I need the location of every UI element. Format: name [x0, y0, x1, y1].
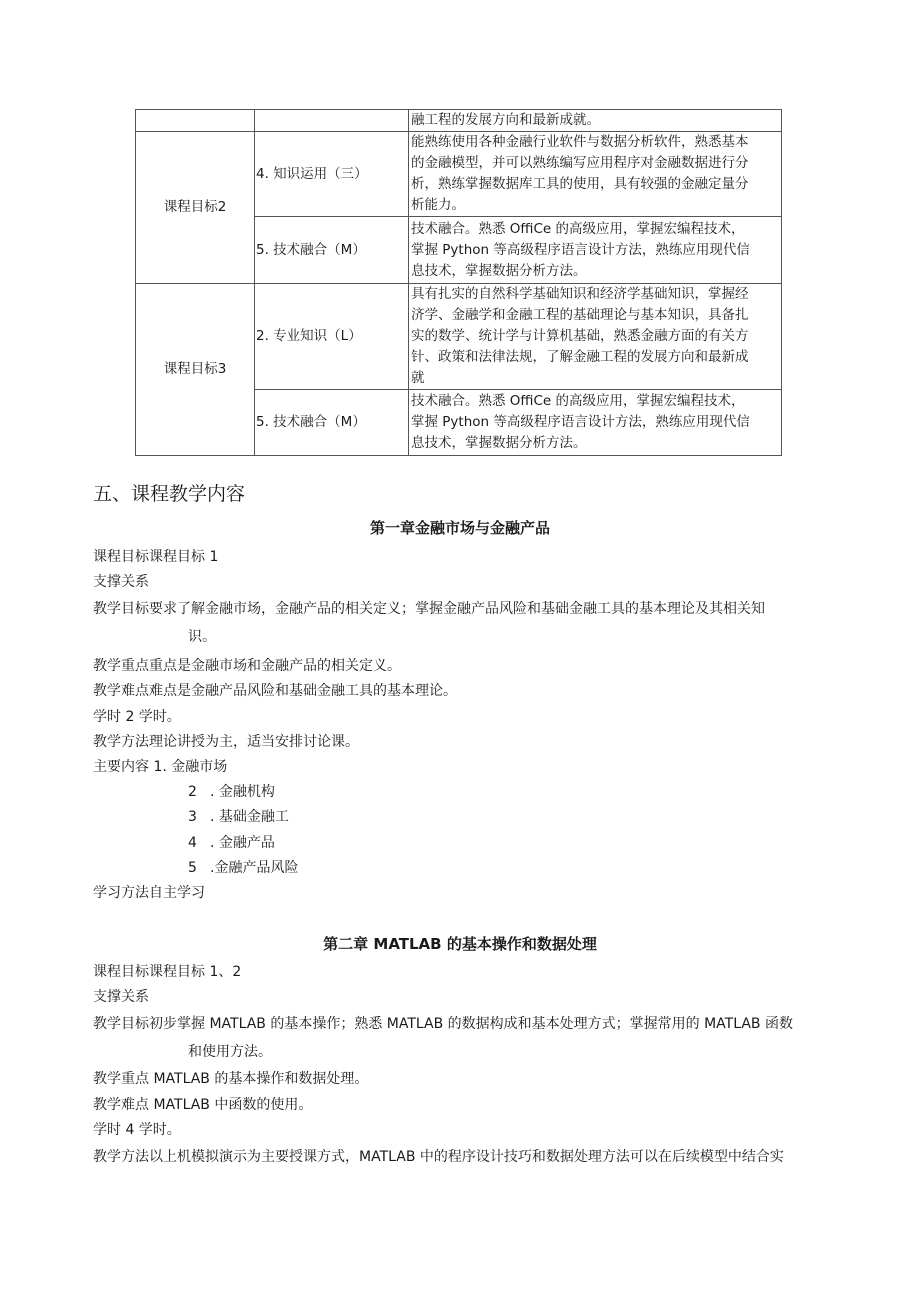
teaching-goal-line: 教学目标初步掌握 MATLAB 的基本操作；熟悉 MATLAB 的数据构成和基本处理方式；掌握常用的 MATLAB 函数: [93, 1016, 793, 1032]
requirement-cell: 2. 专业知识（L）: [255, 284, 409, 390]
requirement-cell: 5. 技术融合（M）: [255, 217, 409, 284]
course-goal-line: 课程目标课程目标 1: [93, 549, 219, 565]
requirement-cell: [255, 110, 409, 132]
table-row: [136, 132, 782, 217]
table-row: [136, 110, 782, 132]
method-line: 教学方法理论讲授为主，适当安排讨论课。: [93, 734, 359, 750]
section-heading: 五、课程教学内容: [93, 483, 246, 505]
method-line: 教学方法以上机模拟演示为主要授课方式，MATLAB 中的程序设计技巧和数据处理方法可以在后续模型中结合实: [93, 1149, 784, 1165]
goal-cell: [136, 110, 255, 132]
goal-cell: 课程目标3: [136, 284, 255, 456]
key-point-line: 教学重点 MATLAB 的基本操作和数据处理。: [93, 1071, 369, 1087]
description-cell: 具有扎实的自然科学基础知识和经济学基础知识，掌握经 济学、金融学和金融工程的基础理论与基本知识，具备扎 实的数学、统计学与计算机基础，熟悉金融方面的有关方 针、政策和法律法规，了解金融工程的发展方向和最新成 就: [409, 284, 782, 390]
table-row: [136, 284, 782, 390]
hours-line: 学时 2 学时。: [93, 709, 181, 725]
requirement-cell: 5. 技术融合（M）: [255, 390, 409, 456]
content-line: 主要内容 1. 金融市场: [93, 759, 228, 775]
support-line: 支撑关系: [93, 574, 149, 590]
key-point-line: 教学重点重点是金融市场和金融产品的相关定义。: [93, 658, 401, 674]
list-item: 2 . 金融机构: [188, 784, 275, 800]
list-item: 3 . 基础金融工: [188, 809, 289, 825]
goal-cell: 课程目标2: [136, 132, 255, 284]
difficult-point-line: 教学难点难点是金融产品风险和基础金融工具的基本理论。: [93, 683, 457, 699]
support-line: 支撑关系: [93, 989, 149, 1005]
description-cell: 能熟练使用各种金融行业软件与数据分析软件，熟悉基本 的金融模型，并可以熟练编写应用程序对金融数据进行分 析，熟练掌握数据库工具的使用，具有较强的金融定量分 析能力。: [409, 132, 782, 217]
difficult-point-line: 教学难点 MATLAB 中函数的使用。: [93, 1097, 313, 1113]
teaching-goal-line: 教学目标要求了解金融市场，金融产品的相关定义；掌握金融产品风险和基础金融工具的基本理论及其相关知: [93, 601, 765, 617]
hours-line: 学时 4 学时。: [93, 1122, 181, 1138]
teaching-goal-continuation: 和使用方法。: [188, 1044, 272, 1060]
description-cell: 技术融合。熟悉 OffiCe 的高级应用，掌握宏编程技术， 掌握 Python 等高级程序语言设计方法，熟练应用现代信 息技术，掌握数据分析方法。: [409, 390, 782, 456]
course-goal-line: 课程目标课程目标 1、2: [93, 964, 242, 980]
teaching-goal-continuation: 识。: [188, 629, 216, 645]
description-cell: 融工程的发展方向和最新成就。: [409, 110, 782, 132]
requirement-cell: 4. 知识运用（三）: [255, 132, 409, 217]
list-item: 5 .金融产品风险: [188, 860, 299, 876]
chapter-title: 第二章 MATLAB 的基本操作和数据处理: [323, 935, 597, 953]
chapter-title: 第一章金融市场与金融产品: [369, 519, 550, 537]
study-method-line: 学习方法自主学习: [93, 885, 205, 901]
course-goal-table: [135, 109, 782, 456]
list-item: 4 . 金融产品: [188, 835, 275, 851]
description-cell: 技术融合。熟悉 OffiCe 的高级应用，掌握宏编程技术， 掌握 Python 等高级程序语言设计方法，熟练应用现代信 息技术，掌握数据分析方法。: [409, 217, 782, 284]
